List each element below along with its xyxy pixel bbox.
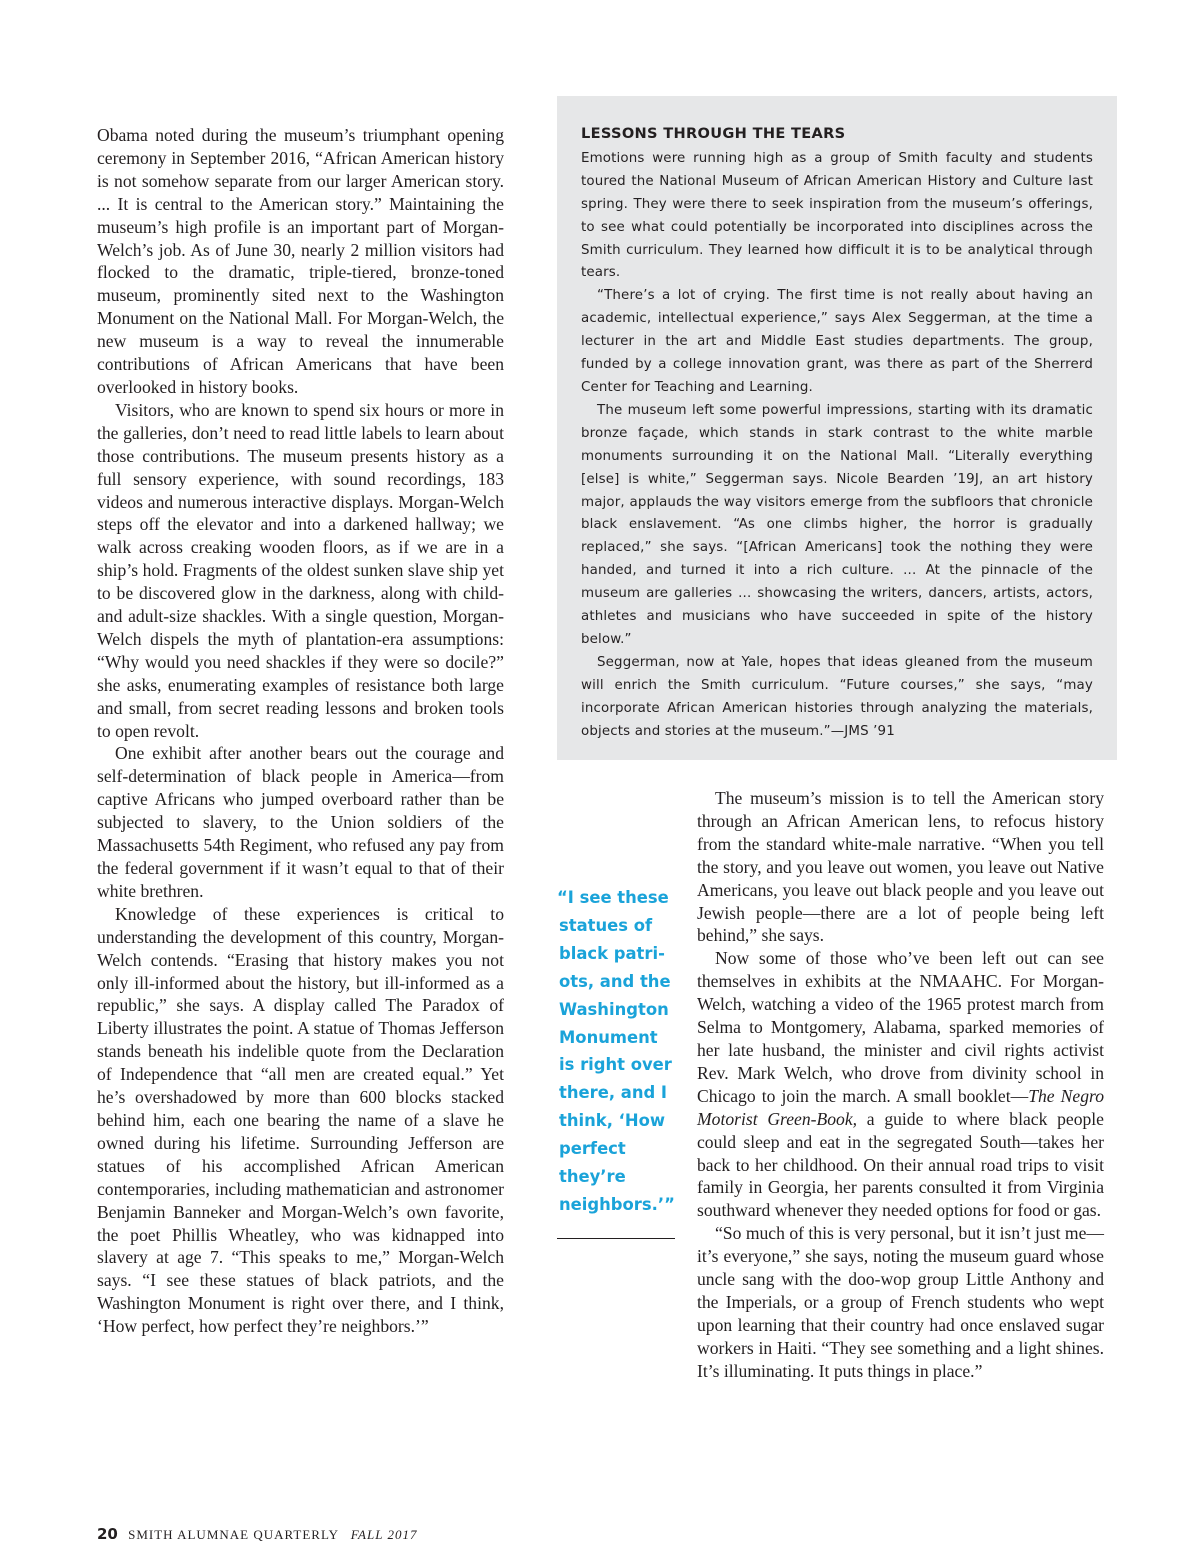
pull-quote-line: statues of xyxy=(559,915,653,935)
pull-quote-line: black patri- xyxy=(559,943,665,963)
body-paragraph: One exhibit after another bears out the courage and self-determination of black people in America—from captive Africans who jumped overboard rather than be subjected to slavery, to the Union soldiers of the Massachusetts 54th Regiment, who refused any pay from the federal government if it wasn’t equal to that of their white brethren. xyxy=(97,743,504,901)
right-column xyxy=(697,787,1104,1383)
body-paragraph: Knowledge of these experiences is critical to understanding the development of this country, Morgan-Welch contends. “Erasing that history makes you not only ill-informed about the history, but ill-informed as a republic,” she says. A display called The Paradox of Liberty illustrates the point. A statue of Thomas Jefferson stands beneath his indelible quote from the Declaration of Independence that “all men are created equal.” Yet he’s overshadowed by more than 600 blocks stacked behind him, each one bearing the name of a slave he owned during his lifetime. Surrounding Jefferson are statues of his accomplished African American contemporaries, including mathematician and astronomer Benjamin Banneker and Morgan-Welch’s own favorite, the poet Phillis Wheatley, who was kidnapped into slavery at age 7. “This speaks to me,” Morgan-Welch says. “I see these statues of black patriots, and the Washington Monument is right over there, and I think, ‘How perfect, how perfect they’re neighbors.’” xyxy=(97,903,504,1337)
body-paragraph: Obama noted during the museum’s triumphant opening ceremony in September 2016, “African American history is not somehow separate from our larger American story. ... It is central to the American story.” Maintaining the museum’s high profile is an important part of Morgan-Welch’s job. As of June 30, nearly 2 million visitors had flocked to the dramatic, triple-tiered, bronze-toned museum, prominently sited next to the Washington Monument on the National Mall. For Morgan-Welch, the new museum is a way to reveal the innumerable contributions of African Americans that have been overlooked in history books. xyxy=(97,125,504,397)
page-footer xyxy=(97,1525,417,1543)
paragraph-text: a guide to where black people could sleep and eat in the segregated South—takes her back to her childhood. On their annual road trips to visit family in Georgia, her parents consulted it from Virginia southward whenever they needed options for food or gas. xyxy=(697,1108,1104,1221)
pull-quote-line: neighbors.’” xyxy=(559,1194,675,1214)
publication-name: SMITH ALUMNAE QUARTERLY xyxy=(128,1527,339,1542)
pull-quote-line: ots, and the xyxy=(559,971,671,991)
sidebar-heading: LESSONS THROUGH THE TEARS xyxy=(581,125,846,142)
pull-quote-line: there, and I xyxy=(559,1083,668,1103)
pull-quote-rule xyxy=(557,1238,675,1239)
body-paragraph: Visitors, who are known to spend six hours or more in the galleries, don’t need to read little labels to learn about those contributions. The museum presents history as a full sensory experience, with sound recordings, 183 videos and numerous interactive displays. Morgan-Welch steps off the elevator and into a darkened hallway; we walk across creaking wooden floors, as if we are in a ship’s hold. Fragments of the oldest sunken slave ship yet to be discovered glow in the darkness, along with child- and adult-size shackles. With a single question, Morgan-Welch dispels the myth of plantation-era assumptions: “Why would you need shackles if they were so docile?” she asks, enumerating examples of resistance both large and small, from secret reading lessons and broken tools to open revolt. xyxy=(97,399,504,741)
pull-quote xyxy=(557,884,675,1219)
paragraph-text: Now some of those who’ve been left out can see themselves in exhibits at the NMAAHC. For Morgan-Welch, watching a video of the 1965 protest march from Selma to Montgomery, Alabama, sparked memories of her late husband, the minister and civil rights activist Rev. Mark Welch, who drove from divinity school in Chicago to join the march. A small booklet— xyxy=(697,948,1104,1106)
pull-quote-line: Washington xyxy=(559,999,669,1019)
pull-quote-line: Monument xyxy=(559,1027,658,1047)
issue-date: FALL 2017 xyxy=(350,1527,418,1542)
sidebar-paragraph: “There’s a lot of crying. The first time is not really about having an academic, intellectual experience,” says Alex Seggerman, at the time a lecturer in the art and Middle East studies departments. The group, funded by a college innovation grant, was there as part of the Sherrerd Center for Teaching and Learning. xyxy=(581,288,1093,395)
sidebar-paragraph: Seggerman, now at Yale, hopes that ideas gleaned from the museum will enrich the Smith curriculum. “Future courses,” she says, “may incorporate African American histories through analyzing the materials, objects and stories at the museum.”—JMS ’91 xyxy=(581,654,1093,739)
body-paragraph xyxy=(697,947,1104,1222)
pull-quote-line: “I see these xyxy=(557,888,669,907)
paragraph-text: The museum’s mission is to tell the American story through an African American lens, to refocus history from the standard white-male narrative. “When you tell the story, and you leave out women, you leave out Native Americans, you leave out black people and you leave out Jewish people—there are a lot of people being left behind,” she says. xyxy=(697,788,1104,946)
sidebar-paragraph: The museum left some powerful impressions, starting with its dramatic bronze façade, which stands in stark contrast to the white marble monuments surrounding it on the National Mall. “Literally everything [else] is white,” Seggerman says. Nicole Bearden ’19J, an art history major, applauds the way visitors emerge from the subfloors that chronicle black enslavement. “As one climbs higher, the horror is gradually replaced,” she says. “[African Americans] took the nothing they were handed, and turned it into a rich culture. ... At the pinnacle of the museum are galleries ... showcasing the writers, dancers, artists, actors, athletes and musicians who have succeeded in spite of the history below.” xyxy=(581,402,1093,647)
sidebar-paragraph: Emotions were running high as a group of Smith faculty and students toured the National Museum of African American History and Culture last spring. They were there to seek inspiration from the museum’s offerings, to see what could potentially be incorporated into disciplines across the Smith curriculum. They learned how difficult it is to be analytical through tears. xyxy=(581,150,1093,281)
left-column xyxy=(97,124,504,1338)
pull-quote-line: is right over xyxy=(559,1055,672,1075)
pull-quote-line: think, ‘How xyxy=(559,1111,665,1131)
body-paragraph xyxy=(697,1222,1104,1382)
body-paragraph xyxy=(697,787,1104,947)
sidebar-box xyxy=(557,96,1117,760)
page-number: 20 xyxy=(97,1525,118,1543)
pull-quote-line: perfect xyxy=(559,1139,626,1159)
book-title: The Negro Motorist Green-Book, xyxy=(697,1085,1105,1129)
paragraph-text: “So much of this is very personal, but it isn’t just me—it’s everyone,” she says, noting the museum guard whose uncle sang with the doo-wop group Little Anthony and the Imperials, or a group of French students who wept upon learning that their country had once enslaved sugar workers in Haiti. “They see something and a light shines. It’s illuminating. It puts things in place.” xyxy=(697,1223,1104,1381)
pull-quote-line: they’re xyxy=(559,1167,626,1187)
